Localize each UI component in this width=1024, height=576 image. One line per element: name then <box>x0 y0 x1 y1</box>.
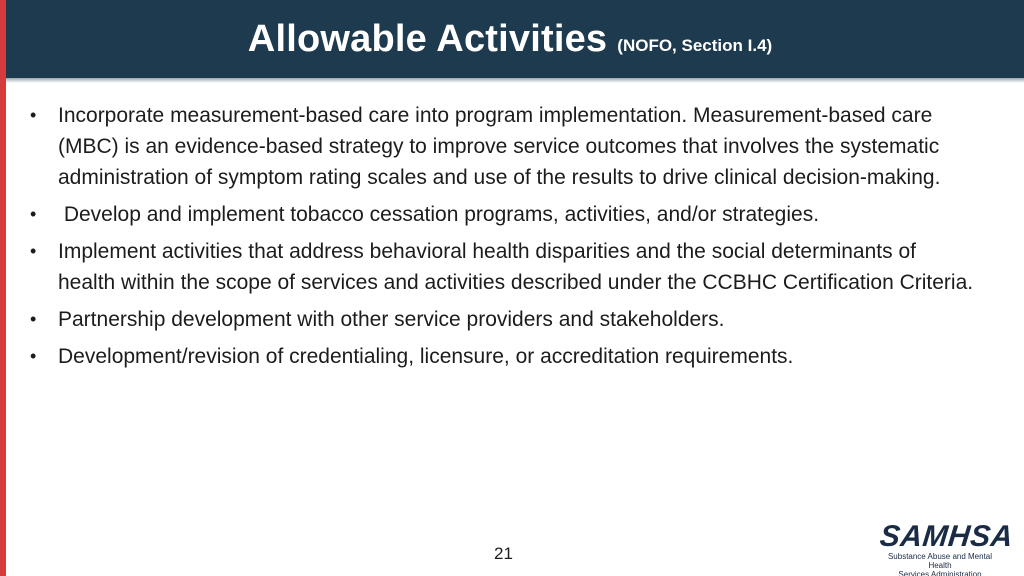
bullet-text: Development/revision of credentialing, licensure, or accreditation requirements. <box>58 345 794 368</box>
bullet-item <box>28 304 978 335</box>
slide-subtitle: (NOFO, Section I.4) <box>617 35 773 55</box>
bullet-list <box>28 100 978 378</box>
banner-shadow <box>6 78 1024 83</box>
bullet-dot: • <box>30 105 37 125</box>
logo-tagline-2: Services Administration <box>898 570 982 576</box>
bullet-dot: • <box>30 309 37 329</box>
page-number: 21 <box>494 544 513 563</box>
bullet-text: Partnership development with other service providers and stakeholders. <box>58 308 725 331</box>
title-banner <box>6 0 1024 78</box>
samhsa-logo <box>878 520 1015 576</box>
bullet-item <box>28 341 978 372</box>
bullet-dot: • <box>30 204 37 224</box>
bullet-dot: • <box>30 346 37 366</box>
bullet-item <box>28 199 978 230</box>
bullet-item <box>28 100 978 193</box>
bullet-text: Implement activities that address behavioral health disparities and the social determinants of health within the scope of services and activities described under the CCBHC Certification Criteria. <box>58 240 974 294</box>
bullet-text: Incorporate measurement-based care into program implementation. Measurement-based care (MBC) is an evidence-based strategy to improve service outcomes that involves the systematic administration of symptom rating scales and use of the results to drive clinical decision-making. <box>58 104 941 189</box>
bullet-item <box>28 236 978 298</box>
bullet-dot: • <box>30 241 37 261</box>
left-accent-bar <box>0 0 6 576</box>
bullet-text: Develop and implement tobacco cessation programs, activities, and/or strategies. <box>58 203 820 226</box>
logo-tagline-1: Substance Abuse and Mental Health <box>887 552 993 570</box>
logo-wordmark: SAMHSA <box>878 520 1015 553</box>
slide-title: Allowable Activities <box>247 17 608 60</box>
title-group <box>248 18 772 61</box>
